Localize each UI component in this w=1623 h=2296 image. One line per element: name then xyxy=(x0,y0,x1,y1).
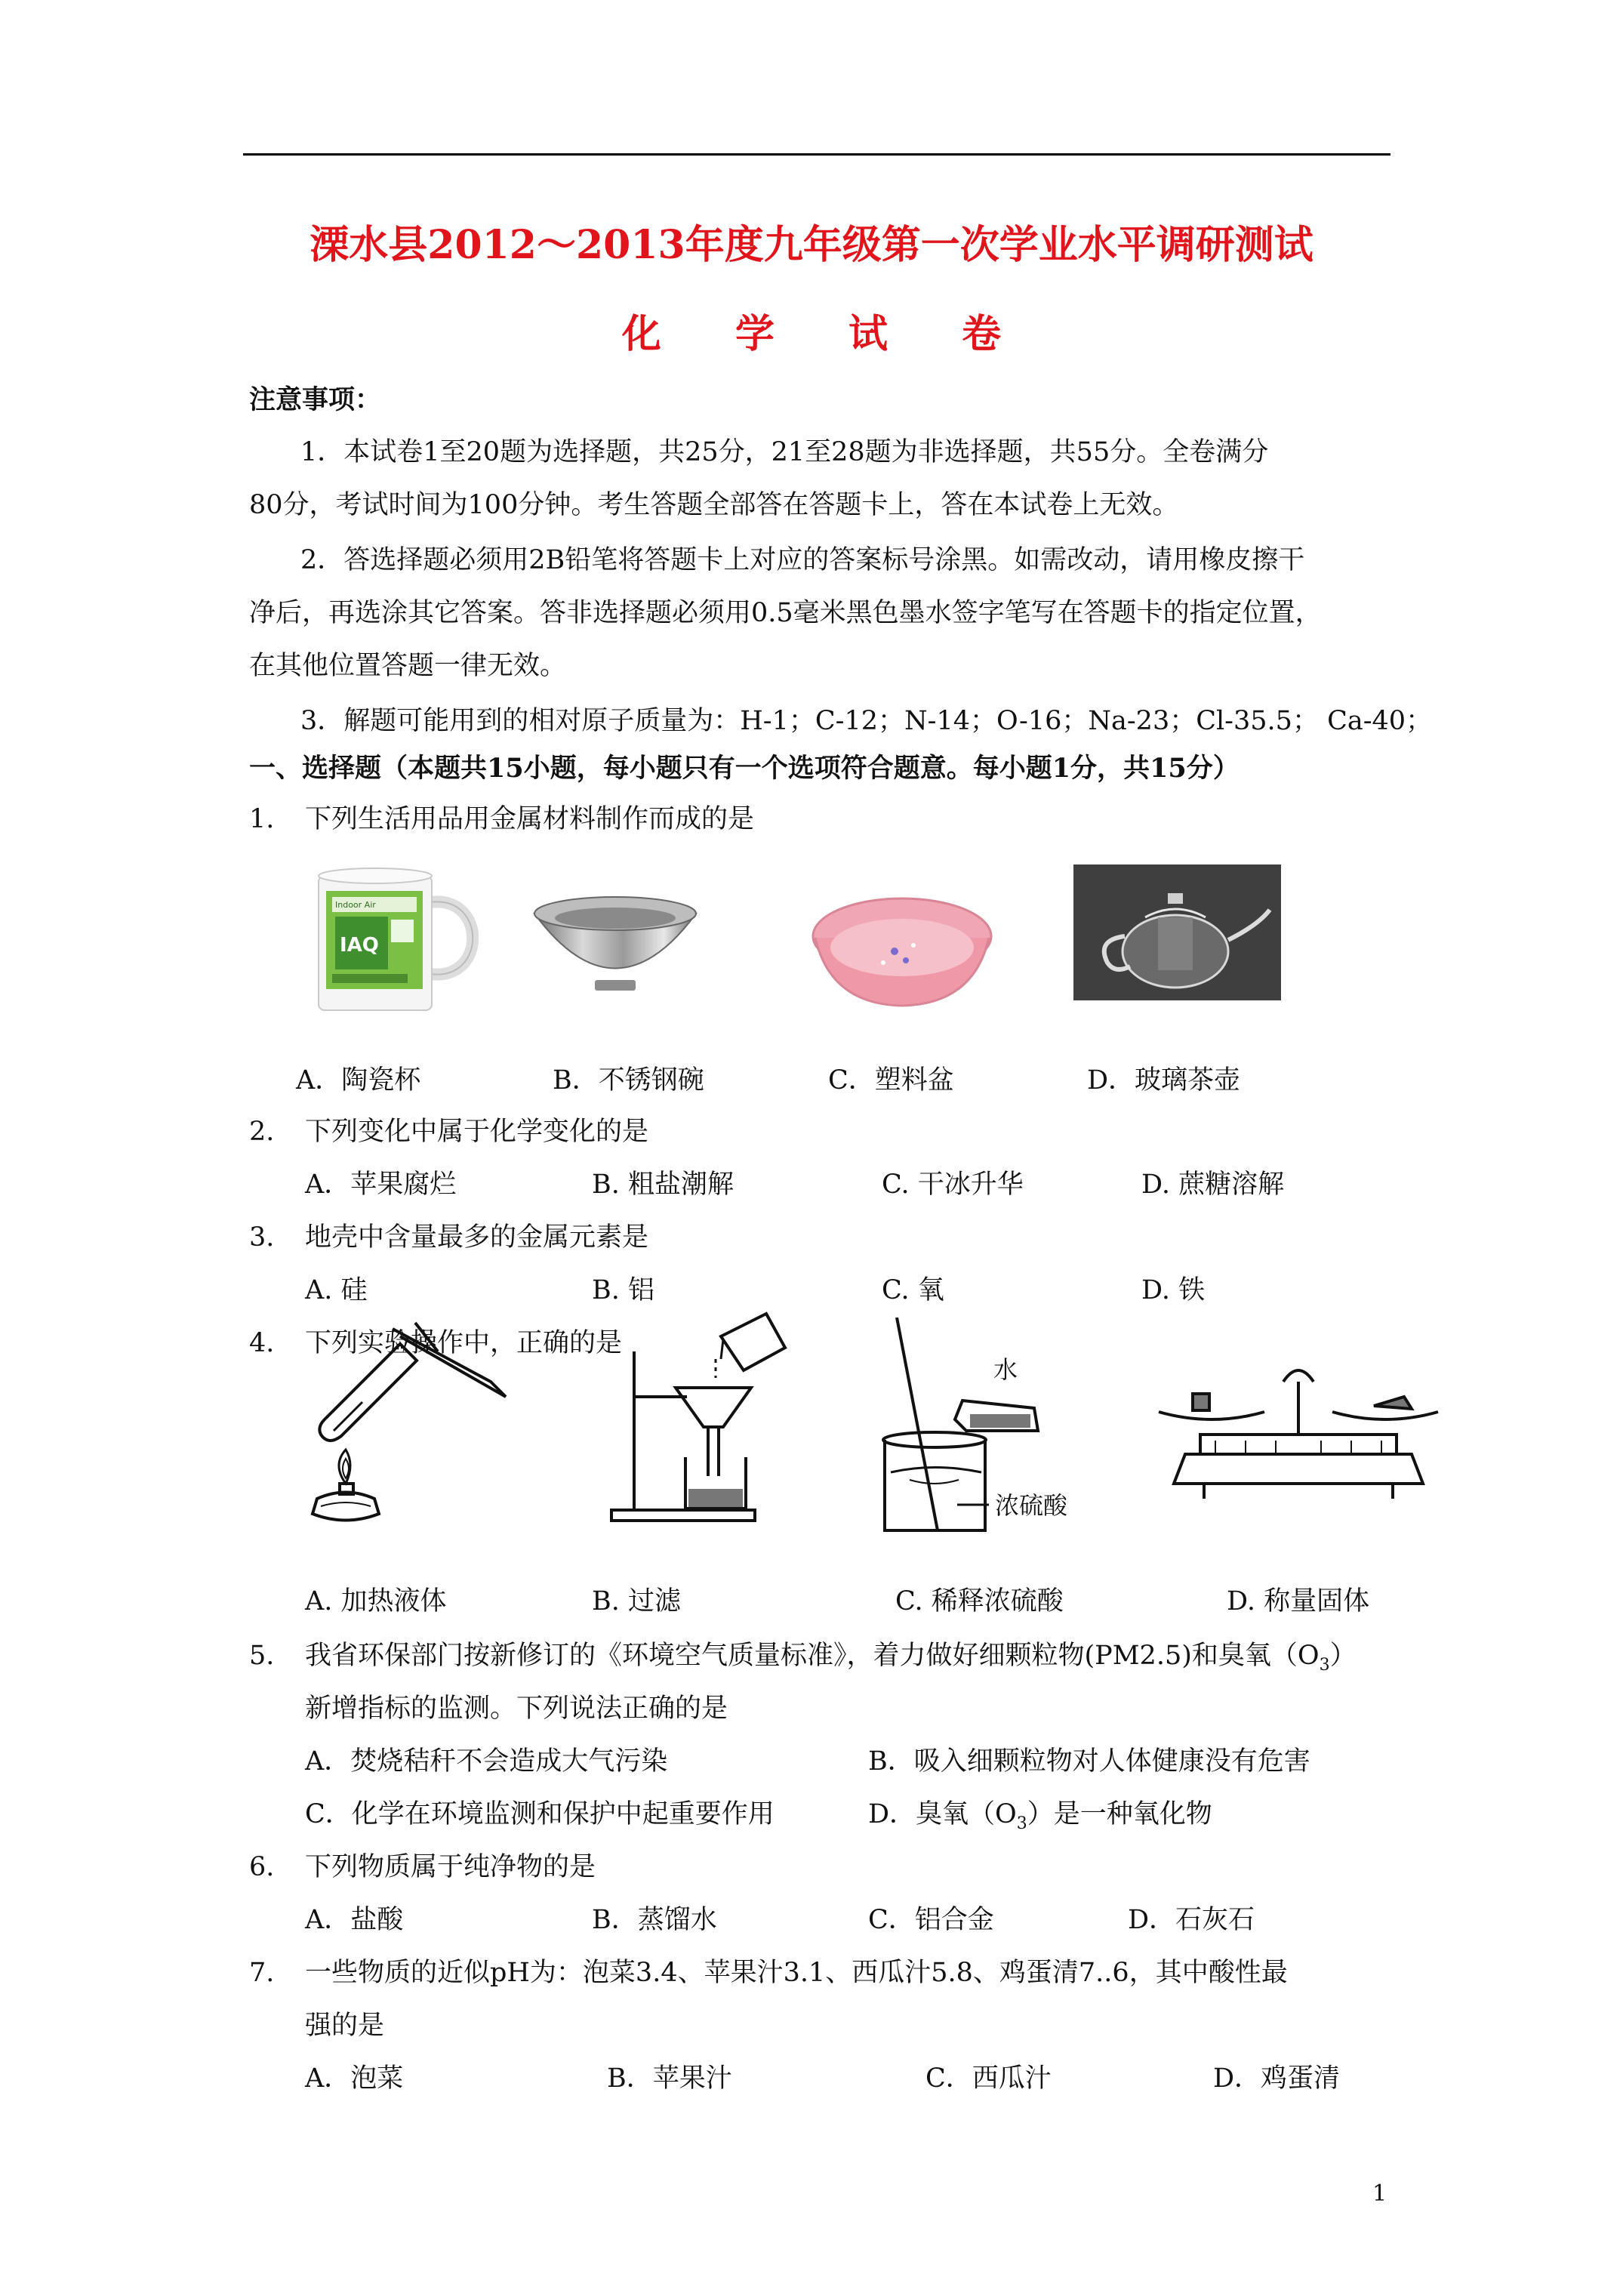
q3-option-b: B. 铝 xyxy=(592,1275,654,1305)
question-number: 7. xyxy=(249,1958,275,1988)
q5-option-d: D．臭氧$(O_3)$是一种氧化物 xyxy=(868,1799,1212,1833)
q6-option-d: D．石灰石 xyxy=(1128,1905,1255,1935)
question-stem: 地壳中含量最多的金属元素是 xyxy=(305,1222,649,1253)
notes-heading: 注意事项： xyxy=(249,384,382,415)
q2-option-c: C. 干冰升华 xyxy=(882,1170,1024,1200)
q6-option-c: C．铝合金 xyxy=(868,1905,994,1935)
q1-option-a: A．陶瓷杯 xyxy=(296,1065,421,1096)
q4-option-c: C. 稀释浓硫酸 xyxy=(895,1586,1064,1616)
question-stem: 下列实验操作中，正确的是 xyxy=(305,1328,623,1358)
exam-subtitle: 化 学 试 卷 xyxy=(621,311,1032,357)
question-stem-continued: 强的是 xyxy=(305,2011,385,2041)
heating-liquid-diagram xyxy=(287,1306,513,1525)
exam-title: 溧水县2012～2013年度九年级第一次学业水平调研测试 xyxy=(310,222,1313,268)
concentrated-acid-label: 浓硫酸 xyxy=(995,1491,1068,1520)
question-stem: 下列物质属于纯净物的是 xyxy=(305,1852,596,1882)
question-stem: 下列变化中属于化学变化的是 xyxy=(305,1117,649,1147)
dilute-acid-diagram xyxy=(868,1318,1110,1544)
section-heading: 一、选择题（本题共15小题，每小题只有一个选项符合题意。每小题1分，共15分） xyxy=(249,753,1240,784)
balance-diagram xyxy=(1147,1351,1449,1510)
question-number: 1. xyxy=(249,804,275,834)
q5-option-a: A．焚烧秸秆不会造成大气污染 xyxy=(305,1746,668,1777)
question-number: 3. xyxy=(249,1222,275,1253)
question-number: 2. xyxy=(249,1117,275,1147)
note-line: 在其他位置答题一律无效。 xyxy=(249,651,567,681)
q4-option-b: B. 过滤 xyxy=(592,1586,681,1616)
q5-option-b: B．吸入细颗粒物对人体健康没有危害 xyxy=(868,1746,1310,1777)
steel-bowl-image xyxy=(528,891,702,997)
q5-option-c: C．化学在环境监测和保护中起重要作用 xyxy=(305,1799,775,1829)
q2-option-b: B. 粗盐潮解 xyxy=(592,1170,734,1200)
q4-option-a: A. 加热液体 xyxy=(305,1586,447,1616)
q6-option-b: B．蒸馏水 xyxy=(592,1905,717,1935)
question-number: 4. xyxy=(249,1328,275,1358)
q1-option-b: B．不锈钢碗 xyxy=(553,1065,704,1096)
filtration-diagram xyxy=(589,1306,815,1533)
top-rule xyxy=(243,153,1390,156)
question-stem: 下列生活用品用金属材料制作而成的是 xyxy=(305,804,755,834)
q7-option-d: D．鸡蛋清 xyxy=(1213,2063,1341,2094)
question-number: 6. xyxy=(249,1852,275,1882)
note-line: 2．答选择题必须用2B铅笔将答题卡上对应的答案标号涂黑。如需改动，请用橡皮擦干 xyxy=(300,545,1305,575)
glass-teapot-image xyxy=(1073,864,1281,1000)
question-number: 5. xyxy=(249,1641,275,1671)
note-line: 净后，再选涂其它答案。答非选择题必须用0.5毫米黑色墨水签字笔写在答题卡的指定位置， xyxy=(249,598,1322,628)
q7-option-a: A．泡菜 xyxy=(305,2063,404,2094)
q7-option-b: B．苹果汁 xyxy=(607,2063,732,2094)
plastic-basin-image xyxy=(808,891,996,1012)
q3-option-c: C. 氧 xyxy=(882,1275,944,1305)
q2-option-a: A．苹果腐烂 xyxy=(305,1170,457,1200)
q3-option-d: D. 铁 xyxy=(1141,1275,1206,1305)
question-stem: 我省环保部门按新修订的《环境空气质量标准》，着力做好细颗粒物(PM2.5)和臭氧$(O_3)$ xyxy=(305,1641,1357,1675)
note-line: 80分，考试时间为100分钟。考生答题全部答在答题卡上，答在本试卷上无效。 xyxy=(249,490,1179,520)
water-label: 水 xyxy=(993,1355,1018,1384)
note-line: 3．解题可能用到的相对原子质量为：H-1；C-12；N-14；O-16；Na-23；Cl-35.5； Ca-40； xyxy=(300,706,1433,736)
mug-small-text: Indoor Air xyxy=(335,900,376,910)
note-line: 1．本试卷1至20题为选择题，共25分，21至28题为非选择题，共55分。全卷满分 xyxy=(300,437,1269,467)
page-number: 1 xyxy=(1372,2180,1387,2207)
q4-option-d: D. 称量固体 xyxy=(1227,1586,1370,1616)
q1-option-c: C．塑料盆 xyxy=(828,1065,954,1096)
question-stem-continued: 新增指标的监测。下列说法正确的是 xyxy=(305,1693,728,1724)
q7-option-c: C．西瓜汁 xyxy=(925,2063,1052,2094)
q6-option-a: A．盐酸 xyxy=(305,1905,404,1935)
q1-option-d: D．玻璃茶壶 xyxy=(1087,1065,1241,1096)
ceramic-mug-image xyxy=(310,861,488,1019)
q2-option-d: D. 蔗糖溶解 xyxy=(1141,1170,1285,1200)
mug-logo-text: IAQ xyxy=(340,934,379,957)
q3-option-a: A. 硅 xyxy=(305,1275,368,1305)
question-stem: 一些物质的近似pH为：泡菜3.4、苹果汁3.1、西瓜汁5.8、鸡蛋清7..6，其中酸性最 xyxy=(305,1958,1288,1988)
